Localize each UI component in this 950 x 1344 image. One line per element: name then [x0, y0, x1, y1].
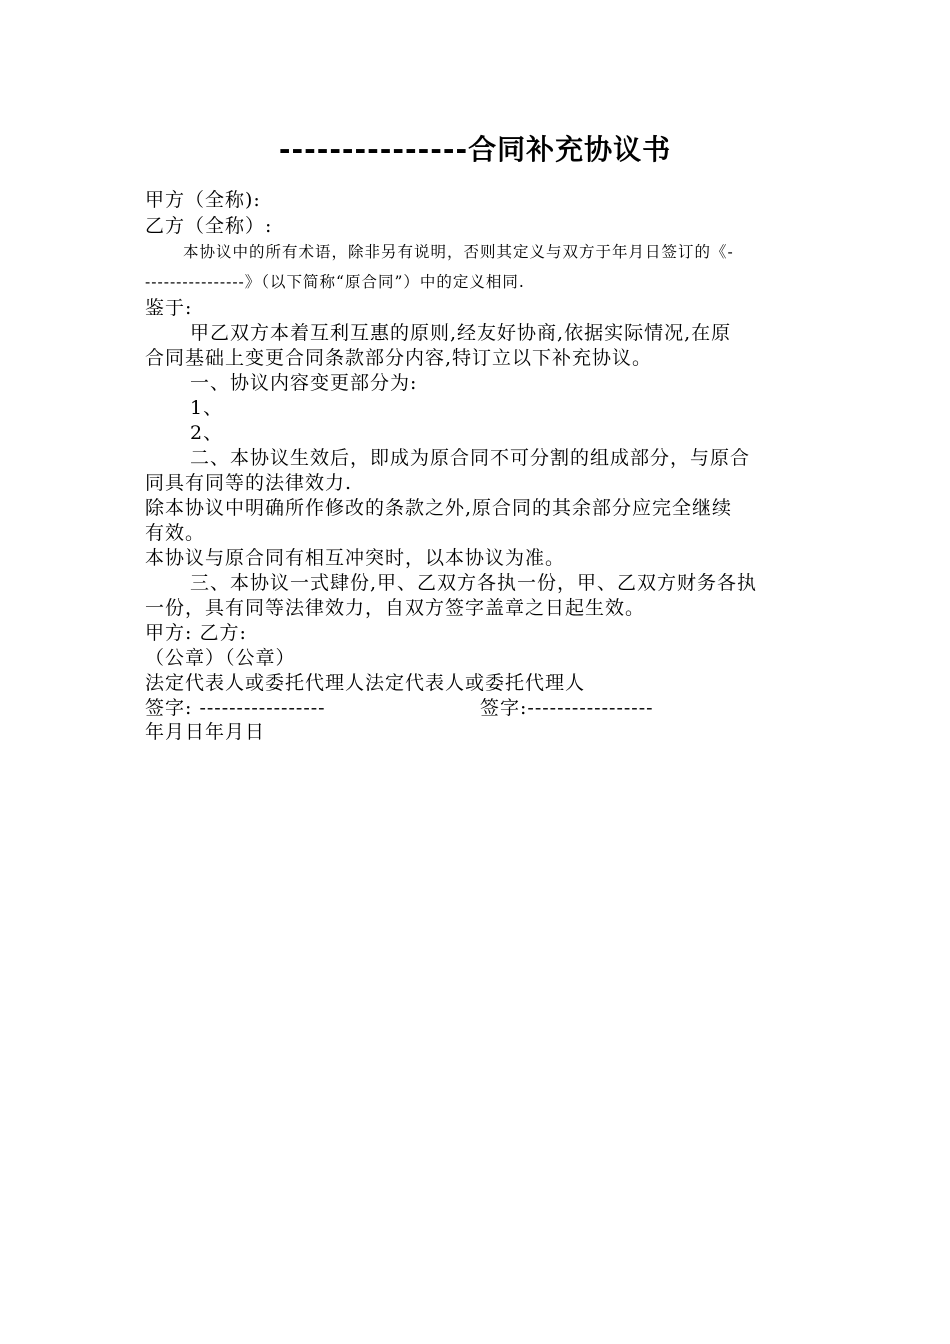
intro-line-2: 合同基础上变更合同条款部分内容,特订立以下补充协议。 [145, 347, 653, 369]
clause-2-line-1: 二、本协议生效后，即成为原合同不可分割的组成部分，与原合 [190, 447, 751, 469]
signature-a: 签字: ----------------- [145, 697, 326, 719]
representative-line: 法定代表人或委托代理人法定代表人或委托代理人 [145, 672, 586, 694]
clause-2-line-5: 本协议与原合同有相互冲突时，以本协议为准。 [145, 547, 566, 569]
clause-2-line-3: 除本协议中明确所作修改的条款之外,原合同的其余部分应完全继续 [145, 497, 733, 519]
party-b-label: 乙方（全称）: [145, 215, 273, 237]
clause-3-line-1: 三、本协议一式肆份,甲、乙双方各执一份，甲、乙双方财务各执 [190, 572, 758, 594]
clause-1-item-2: 2、 [190, 422, 224, 444]
clause-3-line-2: 一份，具有同等法律效力，自双方签字盖章之日起生效。 [145, 597, 646, 619]
clause-2-line-4: 有效。 [145, 522, 206, 544]
intro-line-1: 甲乙双方本着互利互惠的原则,经友好协商,依据实际情况,在原 [190, 322, 732, 344]
definition-line-2: ----------------》（以下简称“原合同”）中的定义相同. [145, 273, 525, 291]
definition-line-1: 本协议中的所有术语，除非另有说明，否则其定义与双方于年月日签订的《- [183, 243, 734, 261]
signature-b: 签字:----------------- [480, 697, 654, 719]
document-title: ---------------合同补充协议书 [278, 133, 672, 166]
seal-line: （公章）（公章） [145, 647, 296, 669]
clause-1-heading: 一、协议内容变更部分为: [190, 372, 418, 394]
date-line: 年月日年月日 [145, 721, 266, 743]
clause-2-line-2: 同具有同等的法律效力. [145, 472, 353, 494]
party-a-label: 甲方（全称): [145, 189, 261, 211]
parties-line: 甲方: 乙方: [145, 622, 247, 644]
clause-1-item-1: 1、 [190, 397, 224, 419]
whereas-heading: 鉴于: [145, 297, 193, 319]
